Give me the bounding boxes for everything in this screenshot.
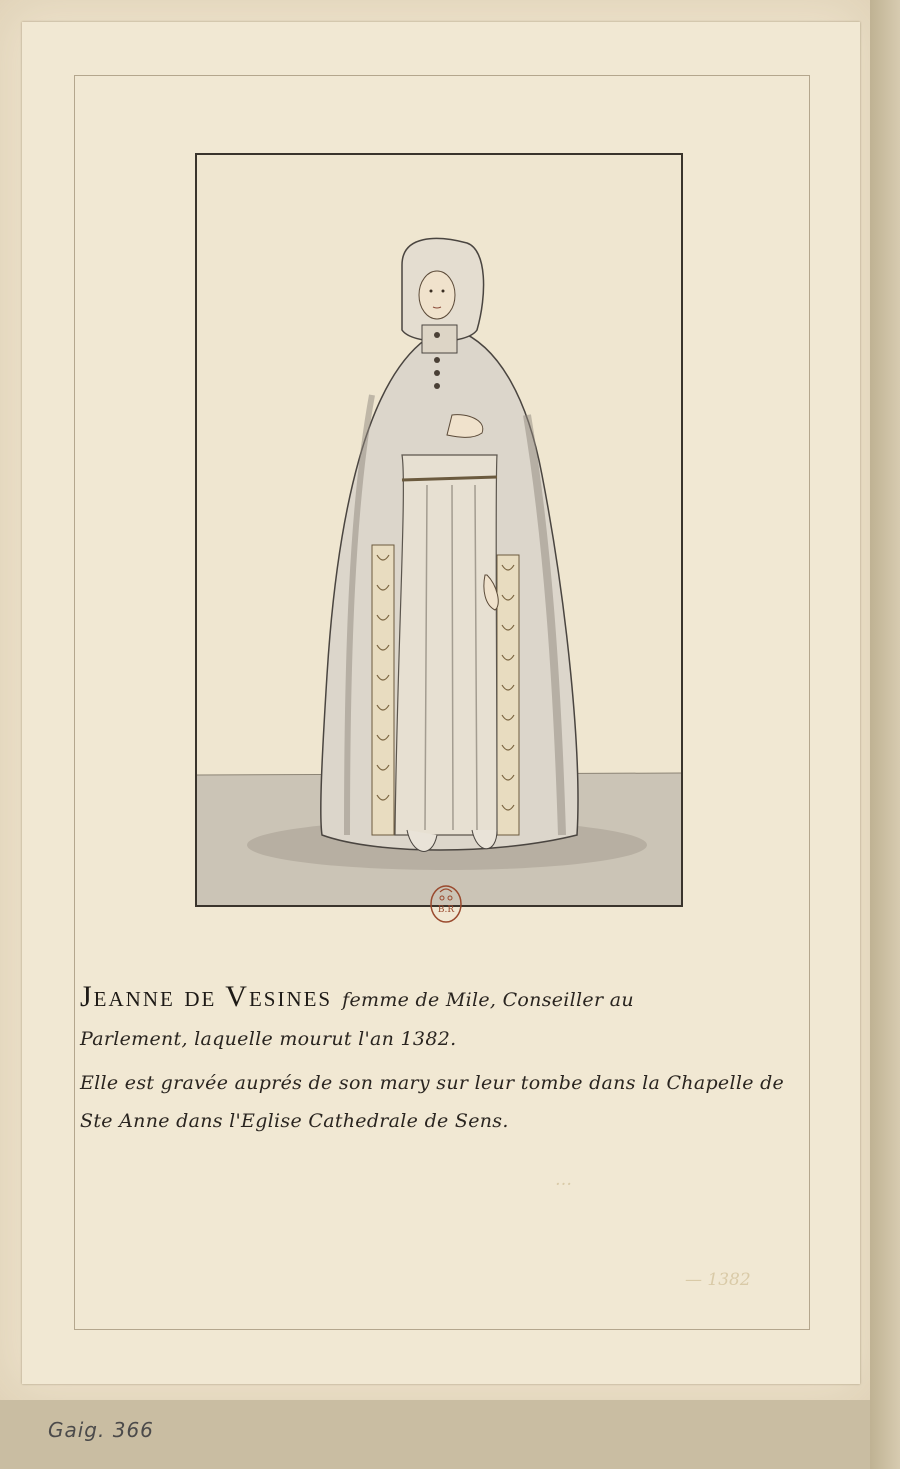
show-through-text: … — 1382: [555, 1170, 751, 1290]
caption-line-1-rest: femme de Mile, Conseiller au: [342, 989, 634, 1011]
figure-name: Jeanne de Vesines: [80, 980, 333, 1013]
caption-line-4: Ste Anne dans l'Eglise Cathedrale de Sens.: [80, 1110, 509, 1132]
shelfmark-label: Gaig. 366: [48, 1418, 154, 1442]
stamp-text: B.R: [437, 905, 455, 915]
caption-line-2: Parlement, laquelle mourut l'an 1382.: [80, 1028, 457, 1050]
caption-line-1: [80, 980, 634, 1014]
library-stamp: [428, 880, 464, 924]
caption-line-3: Elle est gravée auprés de son mary sur leur tombe dans la Chapelle de: [80, 1072, 785, 1094]
mount-edge: [870, 0, 900, 1469]
illustration-plate: [195, 153, 683, 907]
figure-drawing: [197, 155, 681, 905]
